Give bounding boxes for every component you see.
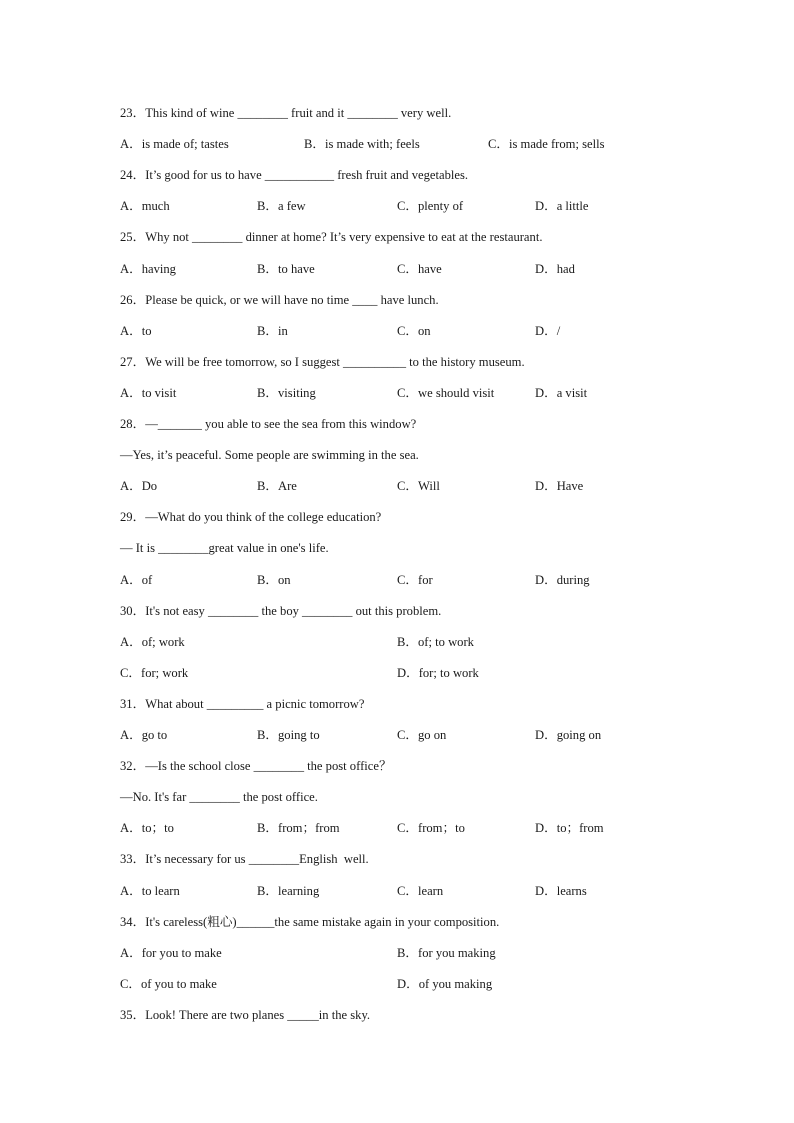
answer-option: D．Have — [535, 479, 584, 494]
answer-option: A．is made of; tastes — [120, 137, 229, 152]
question-stem: 33．It’s necessary for us ________English well. — [120, 852, 369, 867]
answer-option: D．a visit — [535, 385, 588, 400]
answer-option: C．on — [397, 323, 431, 338]
answer-option: D．of you making — [397, 976, 493, 991]
answer-option: A．to learn — [120, 883, 180, 898]
dialogue-line: — It is ________great value in one's life. — [120, 541, 329, 556]
answer-option: C．for; work — [120, 665, 189, 680]
answer-option: A．to；to — [120, 821, 174, 836]
answer-option: B．visiting — [257, 385, 316, 400]
answer-option: B．going to — [257, 728, 320, 742]
dialogue-line: —Yes, it’s peaceful. Some people are swimming in the sea. — [120, 448, 419, 463]
answer-option: C．Will — [397, 479, 440, 494]
answer-option: C．is made from; sells — [488, 137, 605, 152]
answer-option: C．of you to make — [120, 976, 217, 991]
answer-option: C．learn — [397, 883, 444, 898]
question-stem: 32．—Is the school close ________ the post office？ — [120, 759, 392, 774]
answer-option: C．have — [397, 261, 442, 276]
question-stem: 26．Please be quick, or we will have no time ____ have lunch. — [120, 292, 439, 307]
dialogue-line: —No. It's far ________ the post office. — [120, 790, 318, 805]
answer-option: C．plenty of — [397, 199, 464, 214]
answer-option: A．much — [120, 199, 170, 214]
question-stem: 29．—What do you think of the college education? — [120, 510, 382, 525]
answer-option: C．we should visit — [397, 385, 495, 400]
answer-option: B．of; to work — [397, 634, 474, 649]
answer-option: B．for you making — [397, 945, 496, 960]
answer-option: D．going on — [535, 728, 602, 742]
answer-option: A．to visit — [120, 385, 177, 400]
question-stem: 30．It's not easy ________ the boy ________ out this problem. — [120, 603, 442, 618]
answer-option: A．go to — [120, 728, 168, 742]
answer-option: B．a few — [257, 199, 306, 214]
answer-option: A．having — [120, 261, 176, 276]
answer-option: A．of — [120, 572, 153, 587]
question-stem: 35．Look! There are two planes _____in the sky. — [120, 1007, 371, 1022]
question-stem: 34．It's careless(粗心)______the same mistake again in your composition. — [120, 914, 500, 929]
answer-option: D．a little — [535, 199, 589, 214]
answer-option: B．in — [257, 323, 288, 338]
answer-option: D．for; to work — [397, 665, 479, 680]
question-stem: 31．What about _________ a picnic tomorrow? — [120, 696, 365, 711]
answer-option: C．from；to — [397, 821, 465, 836]
answer-option: C．go on — [397, 728, 447, 742]
answer-option: A．for you to make — [120, 945, 222, 960]
answer-option: D．had — [535, 261, 575, 276]
question-stem: 25．Why not ________ dinner at home? It’s very expensive to eat at the restaurant. — [120, 230, 543, 245]
answer-option: D．learns — [535, 883, 587, 898]
answer-option: D．to；from — [535, 821, 604, 836]
answer-option: A．Do — [120, 479, 158, 494]
answer-option: B．on — [257, 572, 291, 587]
answer-option: B．is made with; feels — [304, 137, 420, 152]
answer-option: A．to — [120, 323, 152, 338]
answer-option: A．of; work — [120, 634, 185, 649]
question-stem: 28．—_______ you able to see the sea from this window? — [120, 417, 417, 431]
question-stem: 23．This kind of wine ________ fruit and it ________ very well. — [120, 106, 452, 120]
answer-option: B．learning — [257, 883, 320, 898]
answer-option: B．to have — [257, 261, 315, 276]
answer-option: D．/ — [535, 323, 561, 338]
answer-option: D．during — [535, 572, 590, 587]
answer-option: B．from；from — [257, 821, 340, 836]
question-stem: 27．We will be free tomorrow, so I suggest __________ to the history museum. — [120, 354, 525, 369]
question-stem: 24．It’s good for us to have ___________ fresh fruit and vegetables. — [120, 168, 469, 183]
answer-option: C．for — [397, 572, 433, 587]
answer-option: B．Are — [257, 479, 297, 494]
